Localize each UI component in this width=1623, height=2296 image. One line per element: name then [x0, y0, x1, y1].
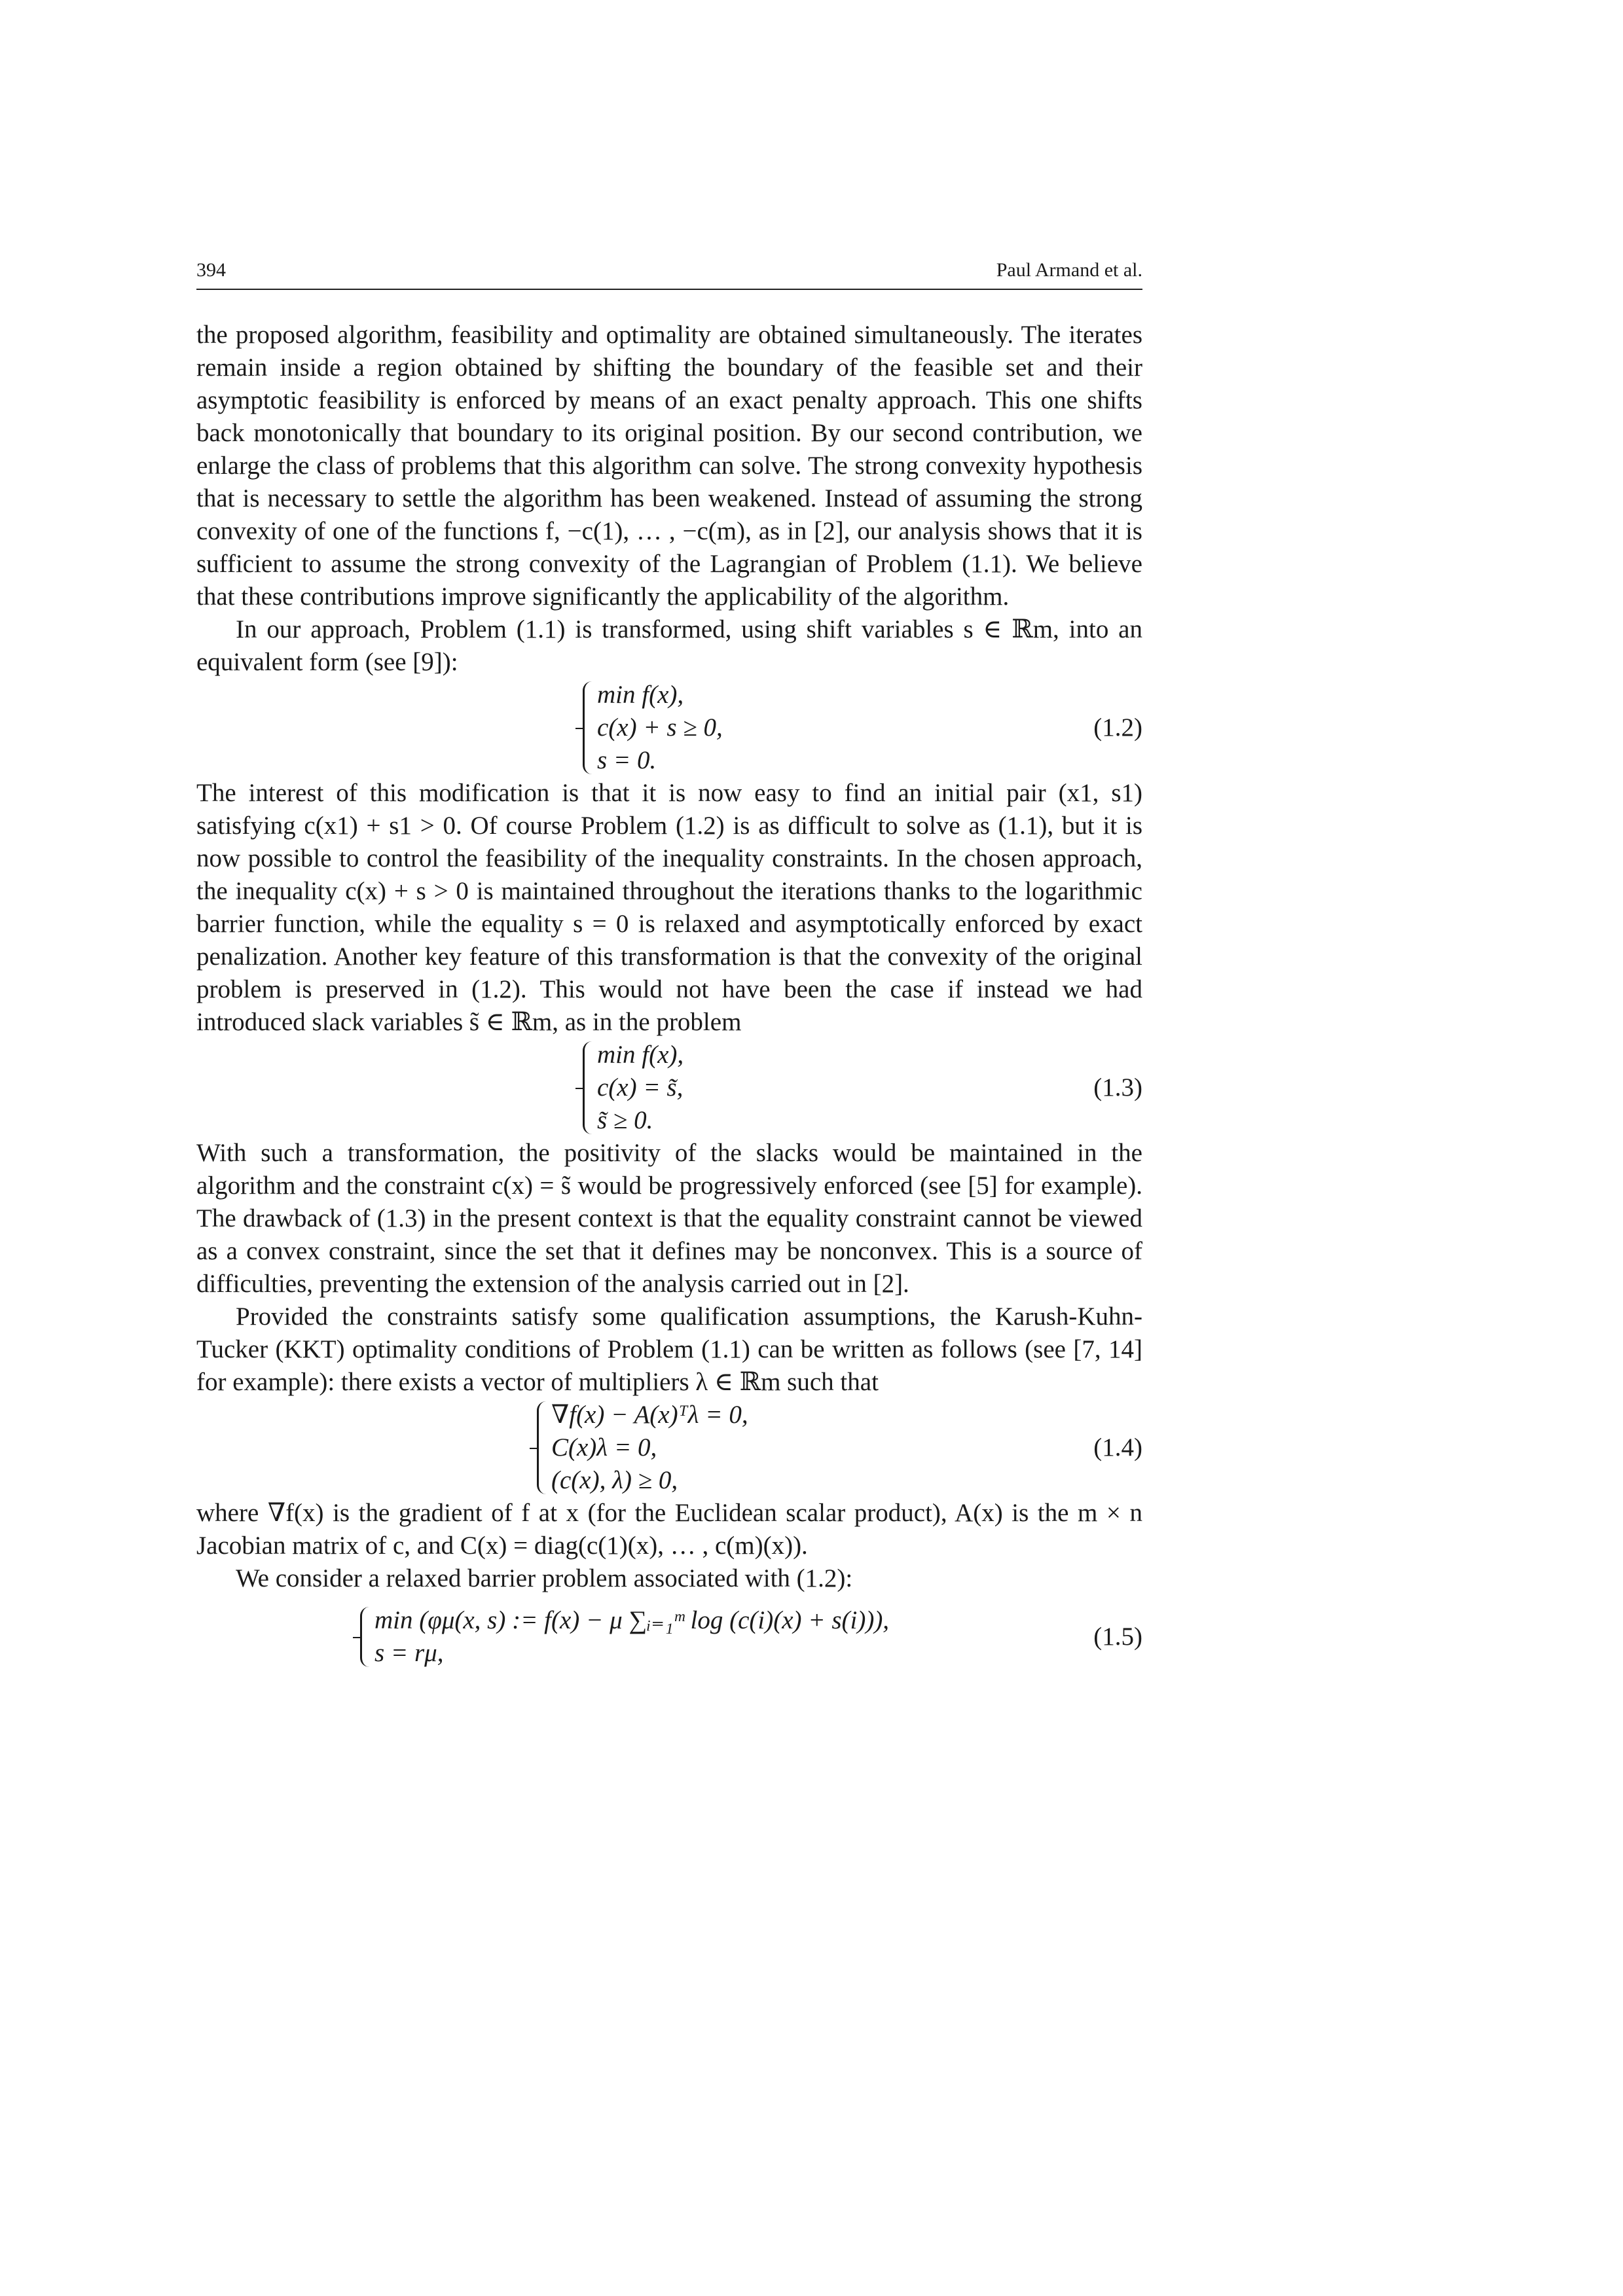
equation-line: min f(x), [597, 681, 684, 709]
body-text [196, 319, 1142, 1670]
paragraph-4: With such a transformation, the positivity of the slacks would be maintained in the algorithm and the constraint c(x) = s̃ would be progressively enforced (see [5] for example). The drawback of (1.3) in the present context is that the equality constraint cannot be viewed as a convex constraint, since the set that it defines may be nonconvex. This is a source of difficulties, preventing the extension of the analysis carried out in [2]. [196, 1139, 1142, 1298]
paragraph-6: where ∇f(x) is the gradient of f at x (for the Euclidean scalar product), A(x) is the m × n Jacobian matrix of c, and C(x) = diag(c(1)(x), … , c(m)(x)). [196, 1499, 1142, 1560]
equation-number: (1.5) [1093, 1623, 1142, 1651]
page [196, 259, 1142, 1670]
equation-lines [597, 679, 723, 777]
brace-icon [537, 1401, 547, 1494]
equation-line: ∇f(x) − A(x)ᵀλ = 0, [551, 1401, 748, 1429]
equation-number: (1.4) [1093, 1433, 1142, 1462]
page-number: 394 [196, 259, 226, 281]
paragraph-1: the proposed algorithm, feasibility and optimality are obtained simultaneously. The iterates remain inside a region obtained by shifting the boundary of the feasible set and their asymptotic feasibility is enforced by means of an exact penalty approach. This one shifts back monotonically that boundary to its original position. By our second contribution, we enlarge the class of problems that this algorithm can solve. The strong convexity hypothesis that is necessary to settle the algorithm has been weakened. Instead of assuming the strong convexity of one of the functions f, −c(1), … , −c(m), as in [2], our analysis shows that it is sufficient to assume the strong convexity of the Lagrangian of Problem (1.1). We believe that these contributions improve significantly the applicability of the algorithm. [196, 321, 1142, 611]
equation-line: C(x)λ = 0, [551, 1433, 657, 1462]
equation-number: (1.3) [1093, 1073, 1142, 1102]
equation-line: c(x) + s ≥ 0, [597, 713, 723, 742]
equation-number: (1.2) [1093, 713, 1142, 742]
equation-1-2 [196, 679, 1142, 777]
equation-lines [597, 1039, 684, 1137]
equation-line: (c(x), λ) ≥ 0, [551, 1466, 678, 1494]
equation-line: c(x) = s̃, [597, 1073, 684, 1102]
paragraph-5: Provided the constraints satisfy some qualification assumptions, the Karush-Kuhn-Tucker (KKT) optimality conditions of Problem (1.1) can be written as follows (see [7, 14] for example): there exists a vector of multipliers λ ∈ ℝm such that [196, 1302, 1142, 1396]
running-header [196, 259, 1142, 290]
brace-icon [583, 681, 593, 774]
equation-1-3 [196, 1039, 1142, 1137]
equation-line: s = 0. [597, 746, 657, 774]
equation-line: s̃ ≥ 0. [597, 1106, 653, 1134]
equation-line: min (φμ(x, s) := f(x) − μ ∑ᵢ₌₁ᵐ log (c(i)(x) + s(i))), [374, 1606, 890, 1634]
equation-lines [551, 1399, 748, 1497]
equation-1-5 [196, 1604, 1142, 1670]
running-head-authors: Paul Armand et al. [996, 259, 1142, 281]
brace-icon [360, 1607, 370, 1667]
equation-line: min f(x), [597, 1041, 684, 1069]
paragraph-2: In our approach, Problem (1.1) is transformed, using shift variables s ∈ ℝm, into an equivalent form (see [9]): [196, 615, 1142, 676]
paragraph-3: The interest of this modification is that it is now easy to find an initial pair (x1, s1) satisfying c(x1) + s1 > 0. Of course Problem (1.2) is as difficult to solve as (1.1), but it is now possible to control the feasibility of the inequality constraints. In the chosen approach, the inequality c(x) + s > 0 is maintained throughout the iterations thanks to the logarithmic barrier function, while the equality s = 0 is relaxed and asymptotically enforced by exact penalization. Another key feature of this transformation is that the convexity of the original problem is preserved in (1.2). This would not have been the case if instead we had introduced slack variables s̃ ∈ ℝm, as in the problem [196, 779, 1142, 1036]
equation-line: s = rμ, [374, 1639, 444, 1667]
equation-1-4 [196, 1399, 1142, 1497]
paragraph-7: We consider a relaxed barrier problem associated with (1.2): [236, 1564, 853, 1592]
brace-icon [583, 1041, 593, 1134]
equation-lines [374, 1604, 889, 1670]
